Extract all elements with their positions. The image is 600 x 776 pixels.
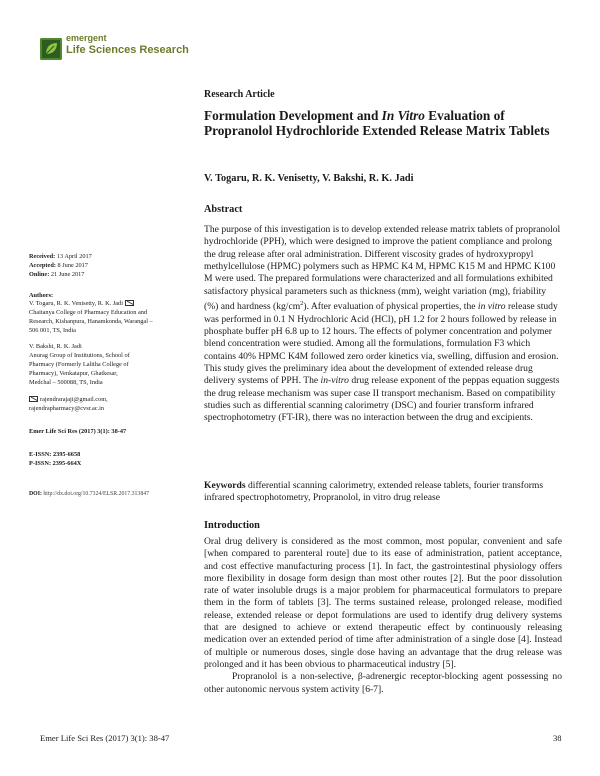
email-1[interactable]: rajendrarajaji@gmail.com, xyxy=(29,396,108,404)
received-date: Received: 13 April 2017 xyxy=(29,253,92,260)
article-title xyxy=(204,108,564,138)
keywords xyxy=(204,480,562,505)
doi-link[interactable]: http://dx.doi.org/10.7324/ELSR.2017.313847 xyxy=(41,491,150,497)
introduction-text xyxy=(204,536,562,696)
title-part-2: Evaluation of Propranolol Hydrochloride Extended Release Matrix Tablets xyxy=(204,108,550,138)
title-italic: In Vitro xyxy=(381,108,425,123)
introduction-heading: Introduction xyxy=(204,520,260,531)
page-number: 38 xyxy=(553,733,562,743)
journal-logo xyxy=(40,38,62,60)
email-icon xyxy=(29,396,38,402)
title-part-1: Formulation Development and xyxy=(204,108,382,123)
footer-citation: Emer Life Sci Res (2017) 3(1): 38-47 xyxy=(40,733,170,743)
affiliation-2-line: Anurag Group of Institutions, School of xyxy=(29,352,130,359)
email-icon xyxy=(125,300,134,306)
intro-paragraph-2: Propranolol is a non-selective, β-adrenergic receptor-blocking agent possessing no other autonomic nervous system activity [6-7]. xyxy=(204,671,562,695)
affiliation-2-line: Medchal – 500088, TS, India xyxy=(29,379,103,386)
authors-label: Authors: xyxy=(29,292,54,299)
accepted-date: Accepted: 8 June 2017 xyxy=(29,262,88,269)
keywords-label: Keywords xyxy=(204,480,246,491)
keywords-text: differential scanning calorimetry, extended release tablets, fourier transforms infrared spectrophotometry, Propranolol, in vitro drug release xyxy=(204,480,544,504)
affiliation-2-names: V. Bakshi, R. K. Jadi xyxy=(29,343,82,350)
journal-citation: Emer Life Sci Res (2017) 3(1): 38-47 xyxy=(29,428,127,435)
email-2[interactable]: rajendrapharmacy@cvsr.ac.in xyxy=(29,405,105,412)
intro-paragraph-1: Oral drug delivery is considered as the most common, most popular, convenient and safe [when compared to parenteral route] due to its ease of administration, patient acceptance, and cost effective manufacturing process [1]. In fact, the gastrointestinal physiology offers more flexibility in dosage form design than most other routes [2]. But the poor dissolution rate of water insoluble drugs is a major problem for pharmaceutical formulators to prepare them in the form of tablets [3]. The terms sustained release, prolonged release, modified release, extended release or depot formulations are used to identify drug delivery systems that are designed to achieve or extend therapeutic effect by continuously releasing medication over an extended period of time after administration of a single dose [4]. Instead of multiple or numerous doses, single dose having an advantage that the drug release was prolonged and it has been obvious to pharmaceutical industry [5]. xyxy=(204,536,562,670)
affiliation-2-line: Pharmacy (Formerly Lalitha College of xyxy=(29,361,129,368)
article-type: Research Article xyxy=(204,89,275,100)
e-issn: E-ISSN: 2395-6658 xyxy=(29,451,81,458)
doi: DOI: http://dx.doi.org/10.7324/ELSR.2017.313847 xyxy=(29,491,150,497)
leaf-logo-icon xyxy=(40,38,62,60)
affiliation-2-line: Pharmacy), Venkatapur, Ghatkesar, xyxy=(29,370,118,377)
journal-name: Life Sciences Research xyxy=(66,44,189,56)
affiliation-1-line: 506 001, TS, India xyxy=(29,327,76,334)
affiliation-1-line: Chaitanya College of Pharmacy Education and xyxy=(29,309,148,316)
abstract-text: The purpose of this investigation is to develop extended release matrix tablets of propranolol hydrochloride (PPH), which were designed to improve the patient compliance and prolong the drug release after oral administration. Different viscosity grades of hydroxypropyl methylcellulose (HPMC) polymers such as HPMC K4 M, HPMC K15 M and HPMC K100 M were used. The prepared formulations were characterized and all formulations exhibited satisfactory physical parameters such as thickness (mm), weight variation (mg), friability (%) and hardness $(kg/cm^2)$. After evaluation of physical properties, the in vitro release study was performed in 0.1 N Hydrochloric Acid (HCl), pH 1.2 for 2 hours followed by release in phosphate buffer pH 6.8 up to 12 hours. The effects of polymer concentration and polymer blend concentration were studied. Among all the formulations, formulation F3 which contains 40% HPMC K4M followed zero order kinetics via, swelling, diffusion and erosion. This study gives the preliminary idea about the development of extended release drug delivery systems of PPH. The in-vitro drug release exponent of the peppas equation suggests the drug release mechanism was super case II transport mechanism. Based on compatibility studies such as differential scanning calorimetry (DSC) and fourier transform infrared spectrophotometry (FT-IR), there was no interaction between the drug and excipients. xyxy=(204,224,561,424)
affiliation-1-names: V. Togaru, R. K. Venisetty, R. K. Jadi xyxy=(29,300,134,308)
abstract-heading: Abstract xyxy=(204,204,243,215)
affiliation-1-line: Research, Kishanpura, Hanamkonda, Warangal – xyxy=(29,318,153,325)
p-issn: P-ISSN: 2395-664X xyxy=(29,460,82,467)
journal-name-small: emergent xyxy=(66,33,107,43)
online-date: Online: 21 June 2017 xyxy=(29,271,85,278)
author-list: V. Togaru, R. K. Venisetty, V. Bakshi, R. K. Jadi xyxy=(204,173,414,184)
